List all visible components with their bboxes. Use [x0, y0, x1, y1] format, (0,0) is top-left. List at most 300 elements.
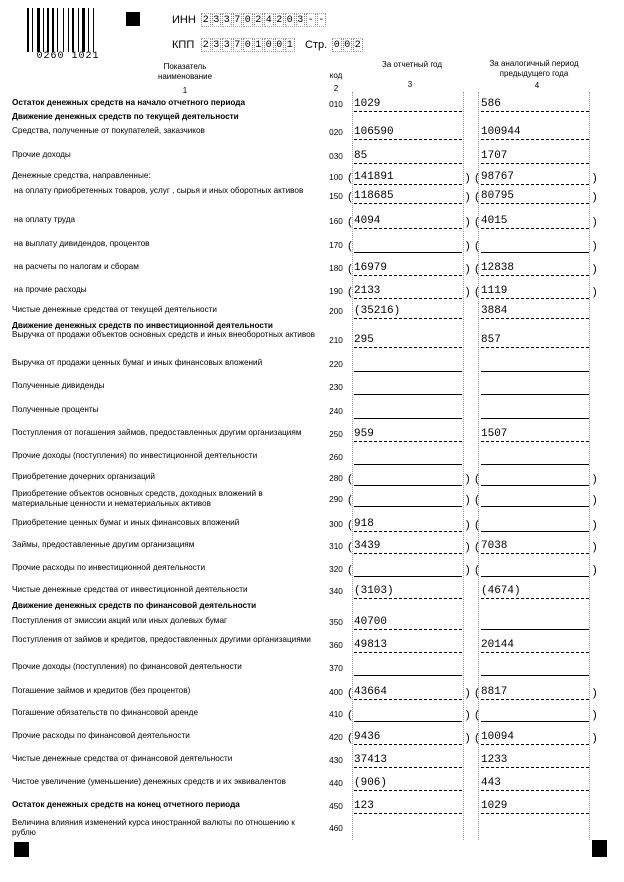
value-text: 10094	[481, 731, 515, 743]
open-paren: (	[475, 732, 479, 744]
current-value-field[interactable]	[354, 305, 462, 319]
previous-column-guide	[478, 92, 590, 840]
col-indicator-num: 1	[182, 86, 188, 95]
barcode-bar	[82, 8, 85, 52]
row-label: Величина влияния изменений курса иностранной валюты по отношению к рублю	[12, 818, 295, 837]
row-code: 350	[329, 618, 343, 627]
open-paren: (	[475, 191, 479, 203]
close-paren: )	[593, 473, 597, 485]
row-label: Полученные проценты	[12, 405, 99, 414]
current-value-field[interactable]	[354, 731, 462, 745]
row-label: Приобретение дочерних организаций	[12, 472, 155, 481]
open-paren: (	[475, 687, 479, 699]
open-paren: (	[475, 473, 479, 485]
value-text: 918	[354, 518, 374, 530]
previous-value-field[interactable]	[481, 98, 589, 112]
row-label: Прочие расходы по финансовой деятельности	[12, 731, 190, 740]
value-text	[354, 472, 355, 484]
kpp-digit-cell[interactable]: 3	[213, 40, 220, 51]
kpp-digit-cell[interactable]: 3	[223, 40, 230, 51]
row-label: Поступления от займов и кредитов, предоставленных другими организациями	[12, 635, 311, 644]
value-text	[354, 381, 355, 393]
barcode-bar	[78, 8, 79, 52]
barcode-bar	[34, 8, 36, 52]
current-value-field[interactable]	[354, 662, 462, 676]
row-code: 300	[329, 520, 343, 529]
open-paren: (	[475, 564, 479, 576]
value-text: 1233	[481, 754, 508, 766]
close-paren: )	[466, 216, 470, 228]
row-code: 450	[329, 802, 343, 811]
current-value-field[interactable]	[354, 405, 462, 419]
page-label: Стр.	[305, 39, 328, 51]
row-code: 340	[329, 587, 343, 596]
close-paren: )	[593, 191, 597, 203]
previous-value-field[interactable]	[481, 563, 589, 577]
row-code: 160	[329, 217, 343, 226]
barcode-bar	[86, 8, 87, 52]
previous-value-field[interactable]	[481, 639, 589, 653]
kpp-digit-cell[interactable]: 1	[286, 40, 293, 51]
open-paren: (	[475, 494, 479, 506]
row-label: Выручка от продажи объектов основных средств и иных внеоборотных активов	[12, 330, 316, 339]
previous-value-field[interactable]	[481, 239, 589, 253]
row-code: 020	[329, 128, 343, 137]
registration-mark-bottom-right	[592, 840, 607, 857]
open-paren: (	[348, 732, 352, 744]
current-value-field[interactable]	[354, 285, 462, 299]
kpp-digit-cell[interactable]: 1	[255, 40, 262, 51]
previous-value-field[interactable]	[481, 334, 589, 348]
value-text: 118685	[354, 190, 394, 202]
close-paren: )	[593, 709, 597, 721]
col-code-header: код	[329, 71, 343, 80]
close-paren: )	[466, 541, 470, 553]
page-number-cell[interactable]: 2	[354, 40, 361, 51]
close-paren: )	[466, 172, 470, 184]
row-code: 240	[329, 407, 343, 416]
value-text	[481, 662, 482, 674]
open-paren: (	[475, 286, 479, 298]
current-value-field[interactable]	[354, 358, 462, 372]
value-text: 7038	[481, 540, 508, 552]
open-paren: (	[348, 494, 352, 506]
previous-value-field[interactable]	[481, 190, 589, 204]
value-text: 1507	[481, 428, 508, 440]
value-text: 443	[481, 777, 501, 789]
close-paren: )	[593, 494, 597, 506]
close-paren: )	[466, 286, 470, 298]
current-value-field[interactable]	[354, 472, 462, 486]
current-value-field[interactable]	[354, 239, 462, 253]
previous-value-field[interactable]	[481, 754, 589, 768]
value-text: 16979	[354, 262, 388, 274]
inn-digit-cell[interactable]: 4	[265, 15, 272, 26]
value-text: (4674)	[481, 585, 521, 597]
value-text: 4094	[354, 215, 381, 227]
barcode-bar	[88, 8, 89, 52]
close-paren: )	[466, 732, 470, 744]
barcode-bar	[47, 8, 49, 52]
close-paren: )	[593, 240, 597, 252]
barcode-bar	[41, 8, 42, 52]
open-paren: (	[348, 263, 352, 275]
previous-value-field[interactable]	[481, 472, 589, 486]
page-cells	[332, 38, 364, 52]
col-previous-header: За аналогичный период предыдущего года	[489, 59, 579, 78]
previous-value-field[interactable]	[481, 358, 589, 372]
row-code: 460	[329, 824, 343, 833]
previous-value-field[interactable]	[481, 493, 589, 507]
row-label: Поступления от погашения займов, предоставленных другим организациям	[12, 428, 302, 437]
value-text: 1119	[481, 285, 508, 297]
current-column-guide	[352, 92, 464, 840]
previous-value-field[interactable]	[481, 708, 589, 722]
close-paren: )	[466, 191, 470, 203]
barcode-bar	[65, 8, 67, 52]
kpp-digit-cell[interactable]: 0	[276, 40, 283, 51]
row-label: Движение денежных средств по инвестиционной деятельности	[12, 321, 273, 330]
row-code: 410	[329, 710, 343, 719]
value-text	[354, 493, 355, 505]
kpp-digit-cell[interactable]: 7	[234, 40, 241, 51]
col-current-num: 3	[407, 80, 413, 89]
row-code: 280	[329, 474, 343, 483]
value-text: (3103)	[354, 585, 394, 597]
col-previous-num: 4	[534, 81, 540, 90]
value-text: 43664	[354, 686, 388, 698]
value-text: 586	[481, 98, 501, 110]
value-text	[481, 708, 482, 720]
barcode-bar	[52, 8, 54, 52]
previous-value-field[interactable]	[481, 215, 589, 229]
barcode-bar	[72, 8, 74, 52]
current-value-field[interactable]	[354, 777, 462, 791]
open-paren: (	[475, 709, 479, 721]
row-label: Чистые денежные средства от инвестиционной деятельности	[12, 585, 248, 594]
barcode-bar	[70, 8, 71, 52]
open-paren: (	[348, 286, 352, 298]
value-text: 123	[354, 800, 374, 812]
value-text: 9436	[354, 731, 381, 743]
row-label: Движение денежных средств по текущей деятельности	[12, 112, 239, 121]
value-text	[481, 451, 482, 463]
value-text: 959	[354, 428, 374, 440]
row-label: Остаток денежных средств на конец отчетного периода	[12, 800, 240, 809]
previous-value-field[interactable]	[481, 777, 589, 791]
row-code: 170	[329, 241, 343, 250]
current-value-field[interactable]	[354, 381, 462, 395]
inn-label: ИНН	[172, 14, 196, 26]
close-paren: )	[466, 687, 470, 699]
current-value-field[interactable]	[354, 262, 462, 276]
inn-digit-cell[interactable]: 3	[213, 15, 220, 26]
row-code: 360	[329, 641, 343, 650]
current-value-field[interactable]	[354, 518, 462, 532]
current-value-field[interactable]	[354, 563, 462, 577]
inn-digit-cell[interactable]: 0	[286, 15, 293, 26]
previous-value-field[interactable]	[481, 428, 589, 442]
page-number-cell[interactable]: 0	[333, 40, 340, 51]
inn-cells	[201, 13, 327, 27]
value-text	[354, 239, 355, 251]
page-number-cell[interactable]: 0	[344, 40, 351, 51]
current-value-field[interactable]	[354, 334, 462, 348]
open-paren: (	[348, 240, 352, 252]
current-value-field[interactable]	[354, 428, 462, 442]
value-text: 295	[354, 334, 374, 346]
open-paren: (	[475, 519, 479, 531]
previous-value-field[interactable]	[481, 305, 589, 319]
value-text	[354, 708, 355, 720]
row-label: Погашение обязательств по финансовой аренде	[12, 708, 198, 717]
close-paren: )	[593, 263, 597, 275]
close-paren: )	[466, 494, 470, 506]
open-paren: (	[348, 541, 352, 553]
value-text	[354, 358, 355, 370]
previous-value-field[interactable]	[481, 405, 589, 419]
row-code: 250	[329, 430, 343, 439]
row-label: Займы, предоставленные другим организациям	[12, 540, 195, 549]
previous-value-field[interactable]	[481, 800, 589, 814]
inn-digit-cell[interactable]: 0	[244, 15, 251, 26]
current-value-field[interactable]	[354, 150, 462, 164]
row-label: Движение денежных средств по финансовой деятельности	[12, 601, 257, 610]
value-text: 106590	[354, 126, 394, 138]
current-value-field[interactable]	[354, 215, 462, 229]
row-label: Прочие доходы (поступления) по инвестиционной деятельности	[12, 451, 258, 460]
open-paren: (	[348, 687, 352, 699]
previous-value-field[interactable]	[481, 540, 589, 554]
value-text	[481, 472, 482, 484]
row-code: 310	[329, 542, 343, 551]
barcode-bar	[57, 8, 58, 52]
row-label: Приобретение объектов основных средств, доходных вложений в материальные ценности и нематериальных активов	[12, 489, 263, 508]
kpp-digit-cell[interactable]: 2	[202, 40, 209, 51]
inn-digit-cell[interactable]: 2	[202, 15, 209, 26]
value-text: 141891	[354, 171, 394, 183]
open-paren: (	[475, 240, 479, 252]
barcode-bars	[27, 8, 109, 52]
row-label: Погашение займов и кредитов (без процентов)	[12, 686, 191, 695]
row-label: Средства, полученные от покупателей, заказчиков	[12, 126, 205, 135]
row-label: на расчеты по налогам и сборам	[14, 262, 139, 271]
value-text: 85	[354, 150, 368, 162]
open-paren: (	[475, 263, 479, 275]
row-code: 370	[329, 664, 343, 673]
value-text: 4015	[481, 215, 508, 227]
registration-mark-bottom-left	[14, 842, 29, 857]
value-text	[481, 239, 482, 251]
kpp-digit-cell[interactable]: 0	[265, 40, 272, 51]
close-paren: )	[466, 564, 470, 576]
barcode-bar	[30, 8, 31, 52]
open-paren: (	[348, 216, 352, 228]
current-value-field[interactable]	[354, 451, 462, 465]
value-text: 3439	[354, 540, 381, 552]
row-code: 010	[329, 100, 343, 109]
value-text	[354, 662, 355, 674]
previous-value-field[interactable]	[481, 451, 589, 465]
close-paren: )	[593, 286, 597, 298]
row-code: 220	[329, 360, 343, 369]
inn-digit-cell[interactable]: 2	[276, 15, 283, 26]
row-label: Приобретение ценных бумаг и иных финансовых вложений	[12, 518, 240, 527]
row-label: Прочие доходы (поступления) по финансовой деятельности	[12, 662, 242, 671]
barcode-bar	[55, 8, 56, 52]
previous-value-field[interactable]	[481, 171, 589, 185]
inn-digit-cell[interactable]: 3	[223, 15, 230, 26]
row-code: 290	[329, 495, 343, 504]
current-value-field[interactable]	[354, 190, 462, 204]
close-paren: )	[593, 564, 597, 576]
value-text: 98767	[481, 171, 515, 183]
inn-digit-cell[interactable]: 3	[297, 15, 304, 26]
value-text: 1707	[481, 150, 508, 162]
open-paren: (	[348, 172, 352, 184]
row-label: Выручка от продажи ценных бумаг и иных финансовых вложений	[12, 358, 263, 367]
open-paren: (	[348, 519, 352, 531]
barcode-bar	[45, 8, 46, 52]
current-value-field[interactable]	[354, 616, 462, 630]
col-current-header: За отчетный год	[382, 60, 442, 69]
current-value-field[interactable]	[354, 171, 462, 185]
open-paren: (	[475, 541, 479, 553]
close-paren: )	[593, 172, 597, 184]
row-label: Чистые денежные средства от текущей деятельности	[12, 305, 218, 314]
value-text: 100944	[481, 126, 521, 138]
value-text	[354, 451, 355, 463]
row-label: на оплату приобретенных товаров, услуг , сырья и иных оборотных активов	[14, 186, 304, 195]
row-code: 440	[329, 779, 343, 788]
value-text: 80795	[481, 190, 515, 202]
current-value-field[interactable]	[354, 639, 462, 653]
current-value-field[interactable]	[354, 686, 462, 700]
value-text	[354, 405, 355, 417]
row-code: 030	[329, 152, 343, 161]
row-code: 200	[329, 307, 343, 316]
open-paren: (	[475, 172, 479, 184]
current-value-field[interactable]	[354, 708, 462, 722]
previous-value-field[interactable]	[481, 662, 589, 676]
value-text: 20144	[481, 639, 515, 651]
open-paren: (	[348, 473, 352, 485]
close-paren: )	[593, 732, 597, 744]
inn-digit-cell[interactable]: -	[318, 15, 325, 26]
value-text: 2133	[354, 285, 381, 297]
value-text	[481, 381, 482, 393]
open-paren: (	[348, 564, 352, 576]
current-value-field[interactable]	[354, 126, 462, 140]
value-text	[481, 518, 482, 530]
open-paren: (	[475, 216, 479, 228]
row-code: 150	[329, 192, 343, 201]
previous-value-field[interactable]	[481, 126, 589, 140]
row-label: Денежные средства, направленные:	[12, 171, 151, 180]
previous-value-field[interactable]	[481, 262, 589, 276]
value-text: 37413	[354, 754, 388, 766]
row-label: Чистое увеличение (уменьшение) денежных средств и их эквивалентов	[12, 777, 286, 786]
row-label: Чистые денежные средства от финансовой деятельности	[12, 754, 233, 763]
value-text: 12838	[481, 262, 515, 274]
inn-digit-cell[interactable]: 7	[234, 15, 241, 26]
inn-digit-cell[interactable]: 2	[255, 15, 262, 26]
close-paren: )	[466, 473, 470, 485]
open-paren: (	[348, 191, 352, 203]
previous-value-field[interactable]	[481, 285, 589, 299]
kpp-label: КПП	[172, 39, 195, 51]
previous-value-field[interactable]	[481, 150, 589, 164]
barcode-bar	[50, 8, 51, 52]
row-code: 420	[329, 733, 343, 742]
row-code: 210	[329, 336, 343, 345]
value-text: 3884	[481, 305, 508, 317]
previous-value-field[interactable]	[481, 731, 589, 745]
barcode-bar	[59, 8, 62, 52]
row-label: на прочие расходы	[14, 285, 87, 294]
previous-value-field[interactable]	[481, 381, 589, 395]
value-text: 8817	[481, 686, 508, 698]
previous-value-field[interactable]	[481, 585, 589, 599]
previous-value-field[interactable]	[481, 686, 589, 700]
current-value-field[interactable]	[354, 585, 462, 599]
close-paren: )	[593, 519, 597, 531]
open-paren: (	[348, 709, 352, 721]
row-label: Остаток денежных средств на начало отчетного периода	[12, 98, 246, 107]
current-value-field[interactable]	[354, 754, 462, 768]
previous-value-field[interactable]	[481, 616, 589, 630]
value-text: 1029	[481, 800, 508, 812]
close-paren: )	[593, 216, 597, 228]
inn-digit-cell[interactable]: -	[307, 15, 314, 26]
row-label: Прочие расходы по инвестиционной деятельности	[12, 563, 206, 572]
value-text	[481, 493, 482, 505]
barcode-bar	[43, 8, 44, 52]
close-paren: )	[466, 519, 470, 531]
close-paren: )	[593, 687, 597, 699]
value-text: 40700	[354, 616, 388, 628]
current-value-field[interactable]	[354, 493, 462, 507]
current-value-field[interactable]	[354, 98, 462, 112]
value-text	[481, 358, 482, 370]
row-code: 430	[329, 756, 343, 765]
value-text	[481, 616, 482, 628]
value-text	[354, 563, 355, 575]
row-code: 400	[329, 688, 343, 697]
value-text: (35216)	[354, 305, 401, 317]
col-indicator-header: Показатель наименование	[157, 62, 213, 81]
barcode-bar	[80, 8, 81, 52]
barcode	[27, 8, 109, 60]
row-code: 180	[329, 264, 343, 273]
row-label: Поступления от эмиссии акций или иных долевых бумаг	[12, 616, 227, 625]
value-text: 1029	[354, 98, 381, 110]
close-paren: )	[593, 541, 597, 553]
current-value-field[interactable]	[354, 800, 462, 814]
row-code: 320	[329, 565, 343, 574]
barcode-bar	[68, 8, 69, 52]
previous-value-field[interactable]	[481, 518, 589, 532]
value-text: 857	[481, 334, 501, 346]
current-value-field[interactable]	[354, 540, 462, 554]
row-label: Прочие доходы	[12, 150, 71, 159]
row-code: 260	[329, 453, 343, 462]
kpp-digit-cell[interactable]: 0	[244, 40, 251, 51]
row-label: на оплату труда	[14, 215, 76, 224]
row-label: на выплату дивидендов, процентов	[14, 239, 150, 248]
row-code: 100	[329, 173, 343, 182]
barcode-bar	[32, 8, 33, 52]
